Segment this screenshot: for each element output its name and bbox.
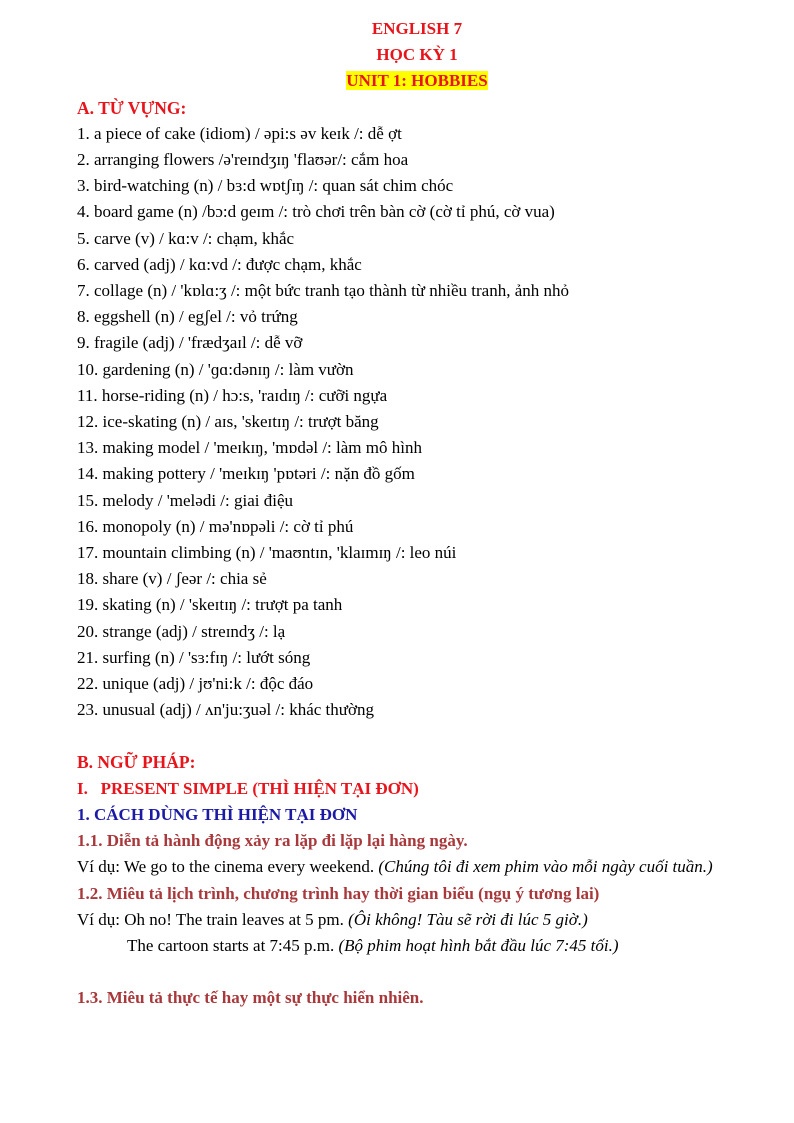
example-1-1-text: Ví dụ: We go to the cinema every weekend.: [77, 857, 379, 877]
vocab-item: 22. unique (adj) / jʊ'ni:k /: độc đáo: [77, 674, 314, 694]
vocab-item: 18. share (v) / ʃeər /: chia sẻ: [77, 569, 267, 589]
section-b-heading: B. NGỮ PHÁP:: [77, 752, 196, 773]
example-1-1: [77, 854, 757, 880]
vocab-item: 17. mountain climbing (n) / 'maʊntɪn, 'klaɪmɪŋ /: leo núi: [77, 543, 457, 563]
unit-title: UNIT 1: HOBBIES: [346, 71, 488, 91]
example-1-2b: [77, 933, 757, 959]
example-1-2a: [77, 907, 757, 933]
usage-1-1-heading: 1.1. Diễn tả hành động xảy ra lặp đi lặp lại hàng ngày.: [77, 831, 468, 851]
usage-1-2-heading: 1.2. Miêu tả lịch trình, chương trình hay thời gian biểu (ngụ ý tương lai): [77, 883, 600, 903]
vocab-item: 14. making pottery / 'meɪkɪŋ 'pɒtəri /: nặn đồ gốm: [77, 464, 415, 484]
section-a-heading: A. TỪ VỰNG:: [77, 97, 187, 118]
document-header: [77, 16, 757, 95]
example-1-2b-text: The cartoon starts at 7:45 p.m.: [127, 935, 339, 955]
vocab-item: 2. arranging flowers /ə'reɪndʒɪŋ 'flaʊər/: cắm hoa: [77, 150, 409, 170]
vocab-item: 7. collage (n) / 'kɒlɑ:ʒ /: một bức tranh tạo thành từ nhiều tranh, ảnh nhỏ: [77, 281, 570, 301]
vocab-item: 5. carve (v) / kɑ:v /: chạm, khắc: [77, 228, 295, 248]
usage-1-3-heading: 1.3. Miêu tả thực tế hay một sự thực hiển nhiên.: [77, 988, 424, 1008]
example-1-2b-translation: (Bộ phim hoạt hình bắt đầu lúc 7:45 tối.): [338, 935, 619, 955]
vocab-item: 15. melody / 'melədi /: giai điệu: [77, 490, 293, 510]
vocab-item: 19. skating (n) / 'skeɪtɪŋ /: trượt pa tanh: [77, 595, 343, 615]
course-title: ENGLISH 7: [371, 19, 463, 38]
vocab-item: 10. gardening (n) / 'ɡɑ:dənɪŋ /: làm vườn: [77, 359, 354, 379]
vocab-item: 3. bird-watching (n) / bɜ:d wɒtʃɪŋ /: quan sát chim chóc: [77, 176, 454, 196]
vocab-item: 6. carved (adj) / kɑ:vd /: được chạm, khắc: [77, 254, 362, 274]
grammar-heading-present-simple: I. PRESENT SIMPLE (THÌ HIỆN TẠI ĐƠN): [77, 778, 419, 798]
example-1-2a-translation: (Ôi không! Tàu sẽ rời đi lúc 5 giờ.): [348, 909, 588, 929]
vocab-item: 8. eggshell (n) / egʃel /: vỏ trứng: [77, 307, 298, 327]
document-page: [77, 16, 757, 1011]
vocab-item: 16. monopoly (n) / mə'nɒpəli /: cờ tỉ phú: [77, 516, 354, 536]
vocabulary-list: [77, 121, 757, 724]
vocab-item: 9. fragile (adj) / 'frædʒaɪl /: dễ vỡ: [77, 333, 303, 353]
vocab-item: 13. making model / 'meɪkɪŋ, 'mɒdəl /: làm mô hình: [77, 438, 422, 458]
vocab-item: 23. unusual (adj) / ʌn'ju:ʒuəl /: khác thường: [77, 700, 374, 720]
usage-heading: 1. CÁCH DÙNG THÌ HIỆN TẠI ĐƠN: [77, 804, 358, 824]
example-1-2a-text: Ví dụ: Oh no! The train leaves at 5 pm.: [77, 909, 349, 929]
vocab-item: 20. strange (adj) / streɪndʒ /: lạ: [77, 621, 286, 641]
vocab-item: 11. horse-riding (n) / hɔ:s, 'raɪdɪŋ /: cưỡi ngựa: [77, 385, 388, 405]
vocab-item: 1. a piece of cake (idiom) / əpi:s əv keɪk /: dễ ợt: [77, 123, 402, 143]
vocab-item: 12. ice-skating (n) / aɪs, 'skeɪtɪŋ /: trượt băng: [77, 412, 379, 432]
semester-title: HỌC KỲ 1: [376, 45, 458, 65]
vocab-item: 4. board game (n) /bɔ:d ɡeɪm /: trò chơi trên bàn cờ (cờ tỉ phú, cờ vua): [77, 202, 555, 222]
vocab-item: 21. surfing (n) / 'sɜ:fɪŋ /: lướt sóng: [77, 647, 311, 667]
example-1-1-translation: (Chúng tôi đi xem phim vào mỗi ngày cuối tuần.): [378, 857, 713, 877]
